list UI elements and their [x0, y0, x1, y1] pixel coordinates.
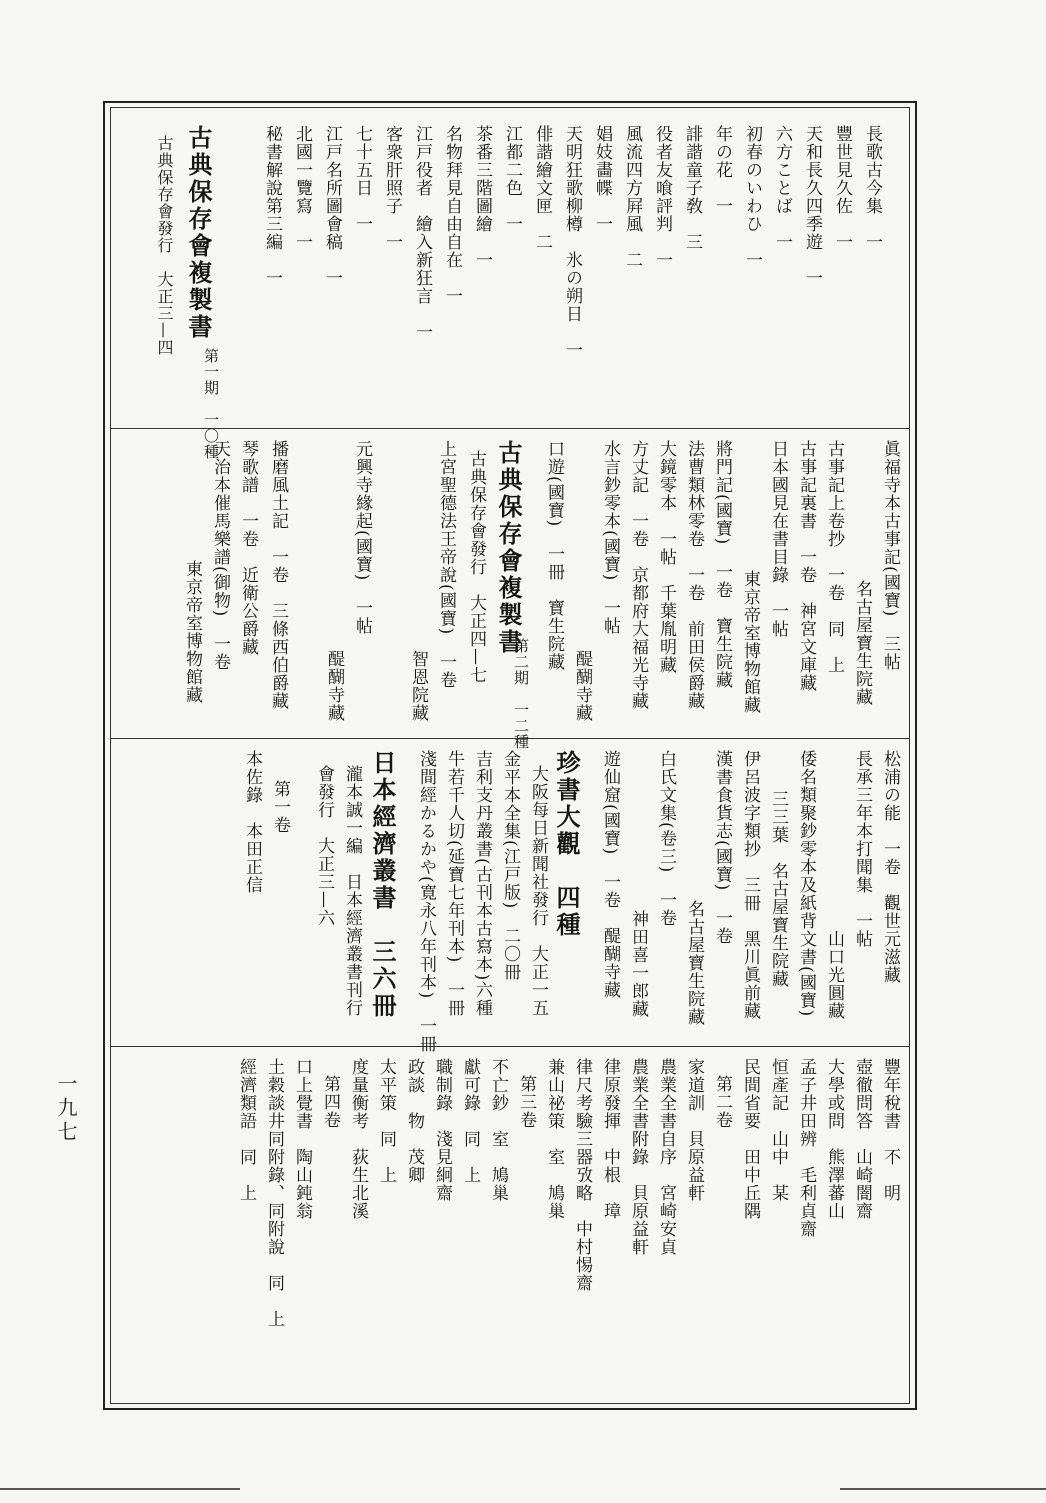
line: 度量衡考 荻生北溪 — [348, 1058, 368, 1220]
line: 日本國見在書目錄 一帖 — [768, 440, 788, 638]
line: 秘書解說第三編 一 — [262, 125, 282, 287]
line: 眞福寺本古事記(國寶) 三帖 — [880, 440, 900, 672]
section-divider — [110, 1046, 910, 1047]
line: 客衆肝照子 一 — [382, 125, 402, 251]
line: 淺間經かるかや(寛永八年刊本) 一冊 — [416, 750, 436, 1054]
line: 名古屋寶生院藏 — [852, 580, 872, 706]
line: 琴歌譜 一卷 近衛公爵藏 — [238, 440, 258, 656]
bottom-rule-right — [840, 1488, 1046, 1490]
line: 職制錄 淺見絅齋 — [432, 1058, 452, 1202]
line: 吉利支丹叢書(古刊本古寫本)六種 — [472, 750, 492, 1018]
line: 豐年稅書 不 明 — [880, 1058, 900, 1202]
section-title: 珍書大觀 四種 — [552, 750, 581, 939]
line: 律尺考驗三器攷略 中村惕齋 — [572, 1058, 592, 1292]
section-title: 古典保存會複製書 — [494, 440, 523, 656]
line: 金平本全集(江戸版) 二〇冊 — [500, 750, 520, 982]
section-divider — [110, 738, 910, 739]
line: 土穀談井同附錄、同附說 同 上 — [264, 1058, 284, 1328]
line: 醍醐寺藏 — [572, 650, 592, 722]
line: 政談 物 茂卿 — [404, 1058, 424, 1184]
line: 智恩院藏 — [408, 650, 428, 722]
line: 家道訓 貝原益軒 — [684, 1058, 704, 1202]
line: 豐世見久佐 一 — [832, 125, 852, 251]
line: 倭名類聚鈔零本及紙背文書(國寶) — [796, 750, 816, 1018]
line: 風流四方屛風 二 — [622, 125, 642, 269]
line: 律原發揮 中根 璋 — [600, 1058, 620, 1220]
line: 江都二色 一 — [502, 125, 522, 233]
line: 法曹類林零卷 一卷 前田侯爵藏 — [684, 440, 704, 710]
line: 初春のいわひ 一 — [742, 125, 762, 269]
line: 古事記上卷抄 一卷 同 上 — [824, 440, 844, 674]
line: 白氏文集(卷三) 一卷 — [656, 750, 676, 928]
line: 江戸名所圖會稿 一 — [322, 125, 342, 287]
volume-heading: 第二卷 — [712, 1075, 732, 1129]
line: 年の花 一 — [712, 125, 732, 215]
line: 誹諧童子敎 三 — [682, 125, 702, 251]
section-divider — [110, 428, 910, 429]
line: 六方ことば 一 — [772, 125, 792, 251]
line: 娼妓畵幉 一 — [592, 125, 612, 233]
line: 方丈記 一卷 京都府大福光寺藏 — [628, 440, 648, 710]
volume-heading: 第四卷 — [320, 1075, 340, 1129]
line: 三三葉 名古屋寶生院藏 — [768, 790, 788, 988]
line: 恒產記 山中 某 — [768, 1058, 788, 1202]
line: 民間省要 田中丘隅 — [740, 1058, 760, 1220]
line: 播磨風土記 一卷 三條西伯爵藏 — [268, 440, 288, 710]
line: 七十五日 一 — [352, 125, 372, 233]
line: 江戸役者 繪入新狂言 一 — [412, 125, 432, 341]
line: 水言鈔零本(國寶) 一帖 — [600, 440, 620, 636]
line: 伊呂波字類抄 三冊 黑川眞前藏 — [740, 750, 760, 1020]
line: 農業全書附錄 貝原益軒 — [628, 1058, 648, 1256]
line: 上宮聖德法王帝說(國寶) 一卷 — [436, 440, 456, 690]
line: 天明狂歌柳樽 氷の朔日 一 — [562, 125, 582, 359]
line: 東京帝室博物館藏 — [740, 570, 760, 714]
line: 獻可錄 同 上 — [460, 1058, 480, 1184]
line: 本佐錄 本田正信 — [242, 750, 262, 894]
line: 口上覺書 陶山鈍翁 — [292, 1058, 312, 1220]
line: 天治本催馬樂譜(御物) 一卷 — [210, 440, 230, 672]
page-number: 一九七 — [54, 1073, 78, 1145]
title-note: 第二期 一二種 — [512, 638, 530, 750]
line: 醍醐寺藏 — [324, 650, 344, 722]
line: 遊仙窟(國寶) 一卷 醍醐寺藏 — [600, 750, 620, 1000]
line: 俳諧繪文匣 二 — [532, 125, 552, 251]
line: 牛若千人切(延寶七年刊本) 一冊 — [444, 750, 464, 1018]
line: 將門記(國寶) 一卷 寶生院藏 — [712, 440, 732, 690]
line: 長承三年本打聞集 一帖 — [852, 750, 872, 948]
line: 漢書食貨志(國寶) 一卷 — [712, 750, 732, 946]
line: 經濟類語 同 上 — [236, 1058, 256, 1202]
line: 會發行 大正三—六 — [314, 765, 334, 927]
line: 不亡鈔 室 鳩巢 — [488, 1058, 508, 1202]
line: 名物拜見自由自在 一 — [442, 125, 462, 305]
line: 役者友喰評判 一 — [652, 125, 672, 269]
line: 農業全書自序 宮崎安貞 — [656, 1058, 676, 1256]
line: 元興寺緣起(國寶) 一帖 — [352, 440, 372, 636]
line: 神田喜一郎藏 — [628, 910, 648, 1018]
line: 太平策 同 上 — [376, 1058, 396, 1184]
line: 名古屋寶生院藏 — [684, 900, 704, 1026]
line: 瀧本誠一編 日本經濟叢書刊行 — [342, 765, 362, 1017]
line: 茶番三階圖繪 一 — [472, 125, 492, 269]
line: 天和長久四季遊 一 — [802, 125, 822, 287]
line: 山口光圓藏 — [824, 930, 844, 1020]
line: 松浦の能 一卷 觀世元滋藏 — [880, 750, 900, 984]
line: 口遊(國寶) 一冊 寶生院藏 — [544, 440, 564, 672]
section-title: 日本經濟叢書 三六冊 — [368, 750, 397, 1020]
line: 東京帝室博物館藏 — [182, 560, 202, 704]
line: 古事記裏書 一卷 神宮文庫藏 — [796, 440, 816, 692]
line: 孟子井田辨 毛利貞齋 — [796, 1058, 816, 1238]
bottom-rule-left — [0, 1488, 240, 1490]
line: 長歌古今集 一 — [862, 125, 882, 251]
line: 大鏡零本 一帖 千葉胤明藏 — [656, 440, 676, 674]
volume-heading: 第一卷 — [270, 780, 290, 834]
publisher: 大阪每日新聞社發行 大正一五 — [528, 765, 548, 1017]
publisher: 古典保存會發行 大正三—四 — [155, 135, 174, 356]
line: 北國一覽寫 一 — [292, 125, 312, 251]
publisher: 古典保存會發行 大正四—七 — [466, 450, 486, 684]
title-note: 第一期 一〇種 — [202, 348, 220, 460]
line: 兼山祕策 室 鳩巢 — [544, 1058, 564, 1220]
line: 壺徹問答 山崎闇齋 — [852, 1058, 872, 1220]
section-title: 古典保存會複製書 — [184, 125, 213, 341]
line: 大學或問 熊澤蕃山 — [824, 1058, 844, 1220]
volume-heading: 第三卷 — [516, 1075, 536, 1129]
